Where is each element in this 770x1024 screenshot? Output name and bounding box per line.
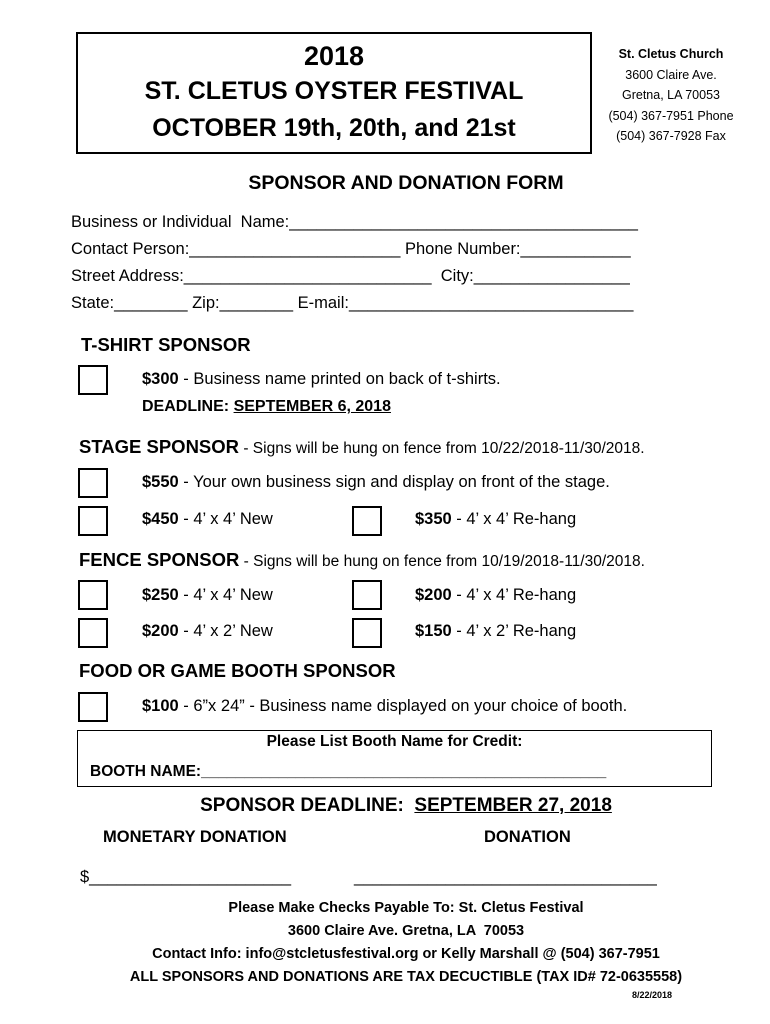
stage-title: STAGE SPONSOR [79, 436, 240, 457]
stage-550-desc: - Your own business sign and display on front of the stage. [178, 473, 610, 491]
tshirt-deadline-date: SEPTEMBER 6, 2018 [233, 398, 391, 415]
booth-option [142, 697, 627, 716]
stage-350-price: $350 [415, 510, 452, 528]
fence-200-rehang-checkbox[interactable] [352, 580, 382, 610]
stage-550-option [142, 473, 610, 492]
fence-heading [79, 549, 645, 571]
fence-200-rehang-price: $200 [415, 586, 452, 604]
stage-heading [79, 436, 645, 458]
stage-550-checkbox[interactable] [78, 468, 108, 498]
booth-checkbox[interactable] [78, 692, 108, 722]
stage-note: - Signs will be hung on fence from 10/22/2018-11/30/2018. [239, 440, 645, 457]
tshirt-checkbox[interactable] [78, 365, 108, 395]
fence-200-new-price: $200 [142, 622, 179, 640]
booth-desc: - 6”x 24” - Business name displayed on your choice of booth. [178, 697, 628, 715]
donation-field[interactable]: _________________________________ [354, 868, 657, 886]
fence-250-price: $250 [142, 586, 179, 604]
fence-title: FENCE SPONSOR [79, 549, 240, 570]
fence-250-option [142, 586, 273, 605]
booth-name-box [77, 730, 712, 787]
fence-150-option [415, 622, 576, 641]
booth-price: $100 [142, 697, 179, 715]
tshirt-heading: T-SHIRT SPONSOR [81, 334, 251, 355]
mailing-address-line: 3600 Claire Ave. Gretna, LA 70053 [287, 923, 525, 939]
festival-title-box [76, 32, 592, 154]
address-city-field[interactable]: Street Address:___________________________ City:_________________ [71, 267, 630, 285]
fence-200-rehang-option [415, 586, 576, 605]
state-zip-email-field[interactable]: State:________ Zip:________ E-mail:_______________________________ [71, 294, 634, 312]
church-phone: (504) 367-7951 Phone [608, 108, 734, 123]
fence-150-checkbox[interactable] [352, 618, 382, 648]
church-name: St. Cletus Church [618, 47, 724, 61]
name-field[interactable]: Business or Individual Name:______________________________________ [71, 213, 638, 231]
stage-450-option [142, 510, 273, 529]
fence-note: - Signs will be hung on fence from 10/19/2018-11/30/2018. [239, 553, 645, 570]
tshirt-option [142, 370, 501, 389]
fence-150-price: $150 [415, 622, 452, 640]
fence-200-rehang-desc: - 4’ x 4’ Re-hang [451, 586, 577, 604]
festival-dates: OCTOBER 19th, 20th, and 21st [152, 114, 516, 142]
booth-heading: FOOD OR GAME BOOTH SPONSOR [79, 660, 396, 681]
contact-phone-field[interactable]: Contact Person:_______________________ Phone Number:____________ [71, 240, 631, 258]
contact-info-line: Contact Info: info@stcletusfestival.org or Kelly Marshall @ (504) 367-7951 [152, 946, 660, 962]
festival-year: 2018 [303, 41, 365, 71]
stage-550-price: $550 [142, 473, 179, 491]
fence-200-new-desc: - 4’ x 2’ New [178, 622, 273, 640]
revision-date: 8/22/2018 [632, 990, 673, 1000]
tshirt-price: $300 [142, 370, 179, 388]
church-contact [598, 44, 744, 147]
booth-box-heading: Please List Booth Name for Credit: [266, 733, 523, 750]
monetary-donation-field[interactable]: $______________________ [80, 868, 292, 886]
stage-350-option [415, 510, 576, 529]
fence-200-new-checkbox[interactable] [78, 618, 108, 648]
sponsor-deadline [0, 795, 770, 817]
donation-label: DONATION [484, 828, 571, 846]
sponsor-deadline-date: SEPTEMBER 27, 2018 [414, 795, 612, 816]
stage-350-checkbox[interactable] [352, 506, 382, 536]
tax-deductible-line: ALL SPONSORS AND DONATIONS ARE TAX DECUCTIBLE (TAX ID# 72-0635558) [129, 969, 683, 985]
fence-250-desc: - 4’ x 4’ New [178, 586, 273, 604]
monetary-donation-label: MONETARY DONATION [103, 828, 287, 846]
church-city: Gretna, LA 70053 [622, 88, 720, 102]
stage-450-desc: - 4’ x 4’ New [178, 510, 273, 528]
stage-450-checkbox[interactable] [78, 506, 108, 536]
sponsor-deadline-label: SPONSOR DEADLINE: [200, 795, 415, 816]
form-title: SPONSOR AND DONATION FORM [248, 172, 564, 194]
festival-name: ST. CLETUS OYSTER FESTIVAL [144, 77, 524, 105]
church-fax: (504) 367-7928 Fax [616, 129, 726, 143]
tshirt-deadline [142, 398, 391, 416]
tshirt-deadline-label: DEADLINE: [142, 398, 234, 415]
fence-150-desc: - 4’ x 2’ Re-hang [451, 622, 577, 640]
stage-350-desc: - 4’ x 4’ Re-hang [451, 510, 577, 528]
fence-250-checkbox[interactable] [78, 580, 108, 610]
fence-200-new-option [142, 622, 273, 641]
booth-name-field[interactable]: BOOTH NAME:_______________________________________________ [90, 763, 607, 780]
checks-payable-line: Please Make Checks Payable To: St. Cletus Festival [228, 900, 584, 916]
stage-450-price: $450 [142, 510, 179, 528]
church-address: 3600 Claire Ave. [625, 67, 717, 82]
tshirt-desc: - Business name printed on back of t-shirts. [178, 370, 501, 388]
